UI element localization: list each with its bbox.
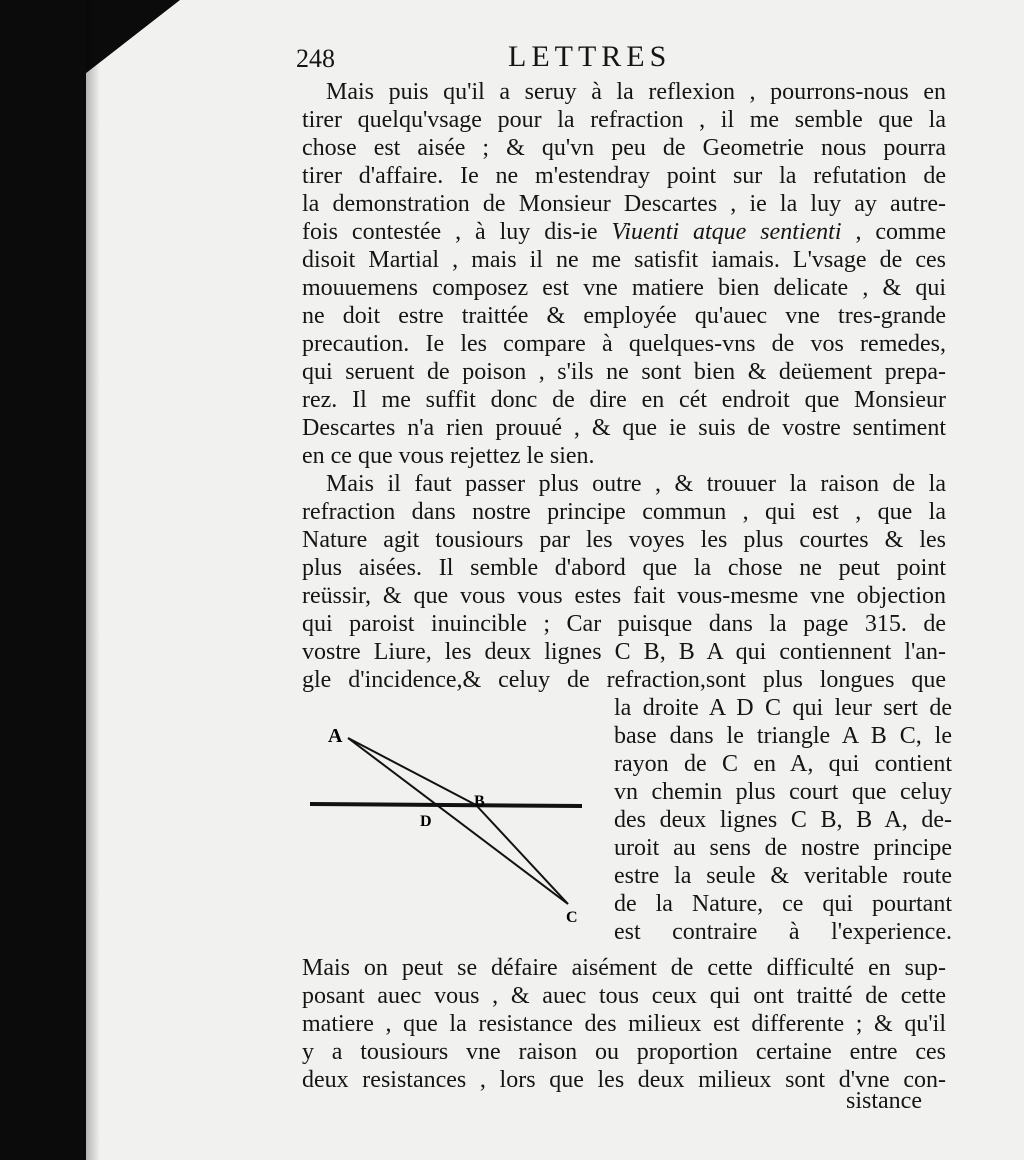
text-line: Mais on peut se défaire aisément de cette difficulté en sup- (302, 955, 946, 981)
text-line: vostre Liure, les deux lignes C B, B A qui contiennent l'an- (302, 639, 946, 665)
text-line: estre la seule & veritable route (614, 863, 952, 889)
text-line: est contraire à l'experience. (614, 919, 952, 945)
point-label-c: C (566, 909, 578, 926)
text-line: Mais puis qu'il a seruy à la reflexion , pourrons-nous en (326, 79, 946, 105)
text-line: ne doit estre traittée & employée qu'auec vne tres-grande (302, 303, 946, 329)
page-gutter-shadow (86, 0, 100, 1160)
scan-dark-border (0, 0, 86, 1160)
text-fragment: fois contestée , à luy dis-ie (302, 219, 598, 245)
text-line: de la Nature, ce qui pourtant (614, 891, 952, 917)
text-line: deux resistances , lors que les deux milieux sont d'vne con- (302, 1067, 946, 1093)
text-line: refraction dans nostre principe commun , qui est , que la (302, 499, 946, 525)
text-line: tirer quelqu'vsage pour la refraction , il me semble que la (302, 107, 946, 133)
text-line: en ce que vous rejettez le sien. (302, 443, 595, 469)
text-line: chose est aisée ; & qu'vn peu de Geometrie nous pourra (302, 135, 946, 161)
text-line: la droite A D C qui leur sert de (614, 695, 952, 721)
text-line: qui seruent de poison , s'ils ne sont bien & deüement prepa- (302, 359, 946, 385)
line-bc (476, 805, 568, 904)
text-line: gle d'incidence,& celuy de refraction,sont plus longues que (302, 667, 946, 693)
text-line: des deux lignes C B, B A, de- (614, 807, 952, 833)
text-line: rayon de C en A, qui contient (614, 751, 952, 777)
italic-latin-phrase: Viuenti atque sentienti (611, 219, 842, 245)
text-fragment: , comme (855, 219, 947, 245)
text-line: precaution. Ie les compare à quelques-vns de vos remedes, (302, 331, 946, 357)
line-adc (348, 738, 568, 904)
point-label-b: B (474, 793, 485, 810)
text-line: uroit au sens de nostre principe (614, 835, 952, 861)
text-line: qui paroist inuincible ; Car puisque dans la page 315. de (302, 611, 946, 637)
line-ab (348, 738, 476, 805)
text-line: rez. Il me suffit donc de dire en cét endroit que Monsieur (302, 387, 946, 413)
text-line: la demonstration de Monsieur Descartes , ie la luy ay autre- (302, 191, 946, 217)
text-line: matiere , que la resistance des milieux est differente ; & qu'il (302, 1011, 946, 1037)
text-line: mouuemens composez est vne matiere bien delicate , & qui (302, 275, 946, 301)
text-line: reüssir, & que vous vous estes fait vous-mesme vne objection (302, 583, 946, 609)
point-label-a: A (328, 725, 343, 747)
refraction-diagram (300, 716, 600, 926)
text-line: disoit Martial , mais il ne me satisfit iamais. L'vsage de ces (302, 247, 946, 273)
text-line: tirer d'affaire. Ie ne m'estendray point sur la refutation de (302, 163, 946, 189)
text-line: plus aisées. Il semble d'abord que la chose ne peut point (302, 555, 946, 581)
text-line: Descartes n'a rien prouué , & que ie suis de vostre sentiment (302, 415, 946, 441)
text-line: vn chemin plus court que celuy (614, 779, 952, 805)
text-line: y a tousiours vne raison ou proportion certaine entre ces (302, 1039, 946, 1065)
text-line: Mais il faut passer plus outre , & trouuer la raison de la (326, 471, 946, 497)
text-line: Nature agit tousiours par les voyes les plus courtes & les (302, 527, 946, 553)
page-number: 248 (296, 44, 335, 73)
text-line-italic-quote (302, 218, 946, 246)
interface-line (310, 804, 582, 806)
text-line: posant auec vous , & auec tous ceux qui ont traitté de cette (302, 983, 946, 1009)
text-line: base dans le triangle A B C, le (614, 723, 952, 749)
catchword: sistance (846, 1088, 922, 1114)
running-title: LETTRES (508, 40, 672, 73)
point-label-d: D (420, 813, 432, 830)
